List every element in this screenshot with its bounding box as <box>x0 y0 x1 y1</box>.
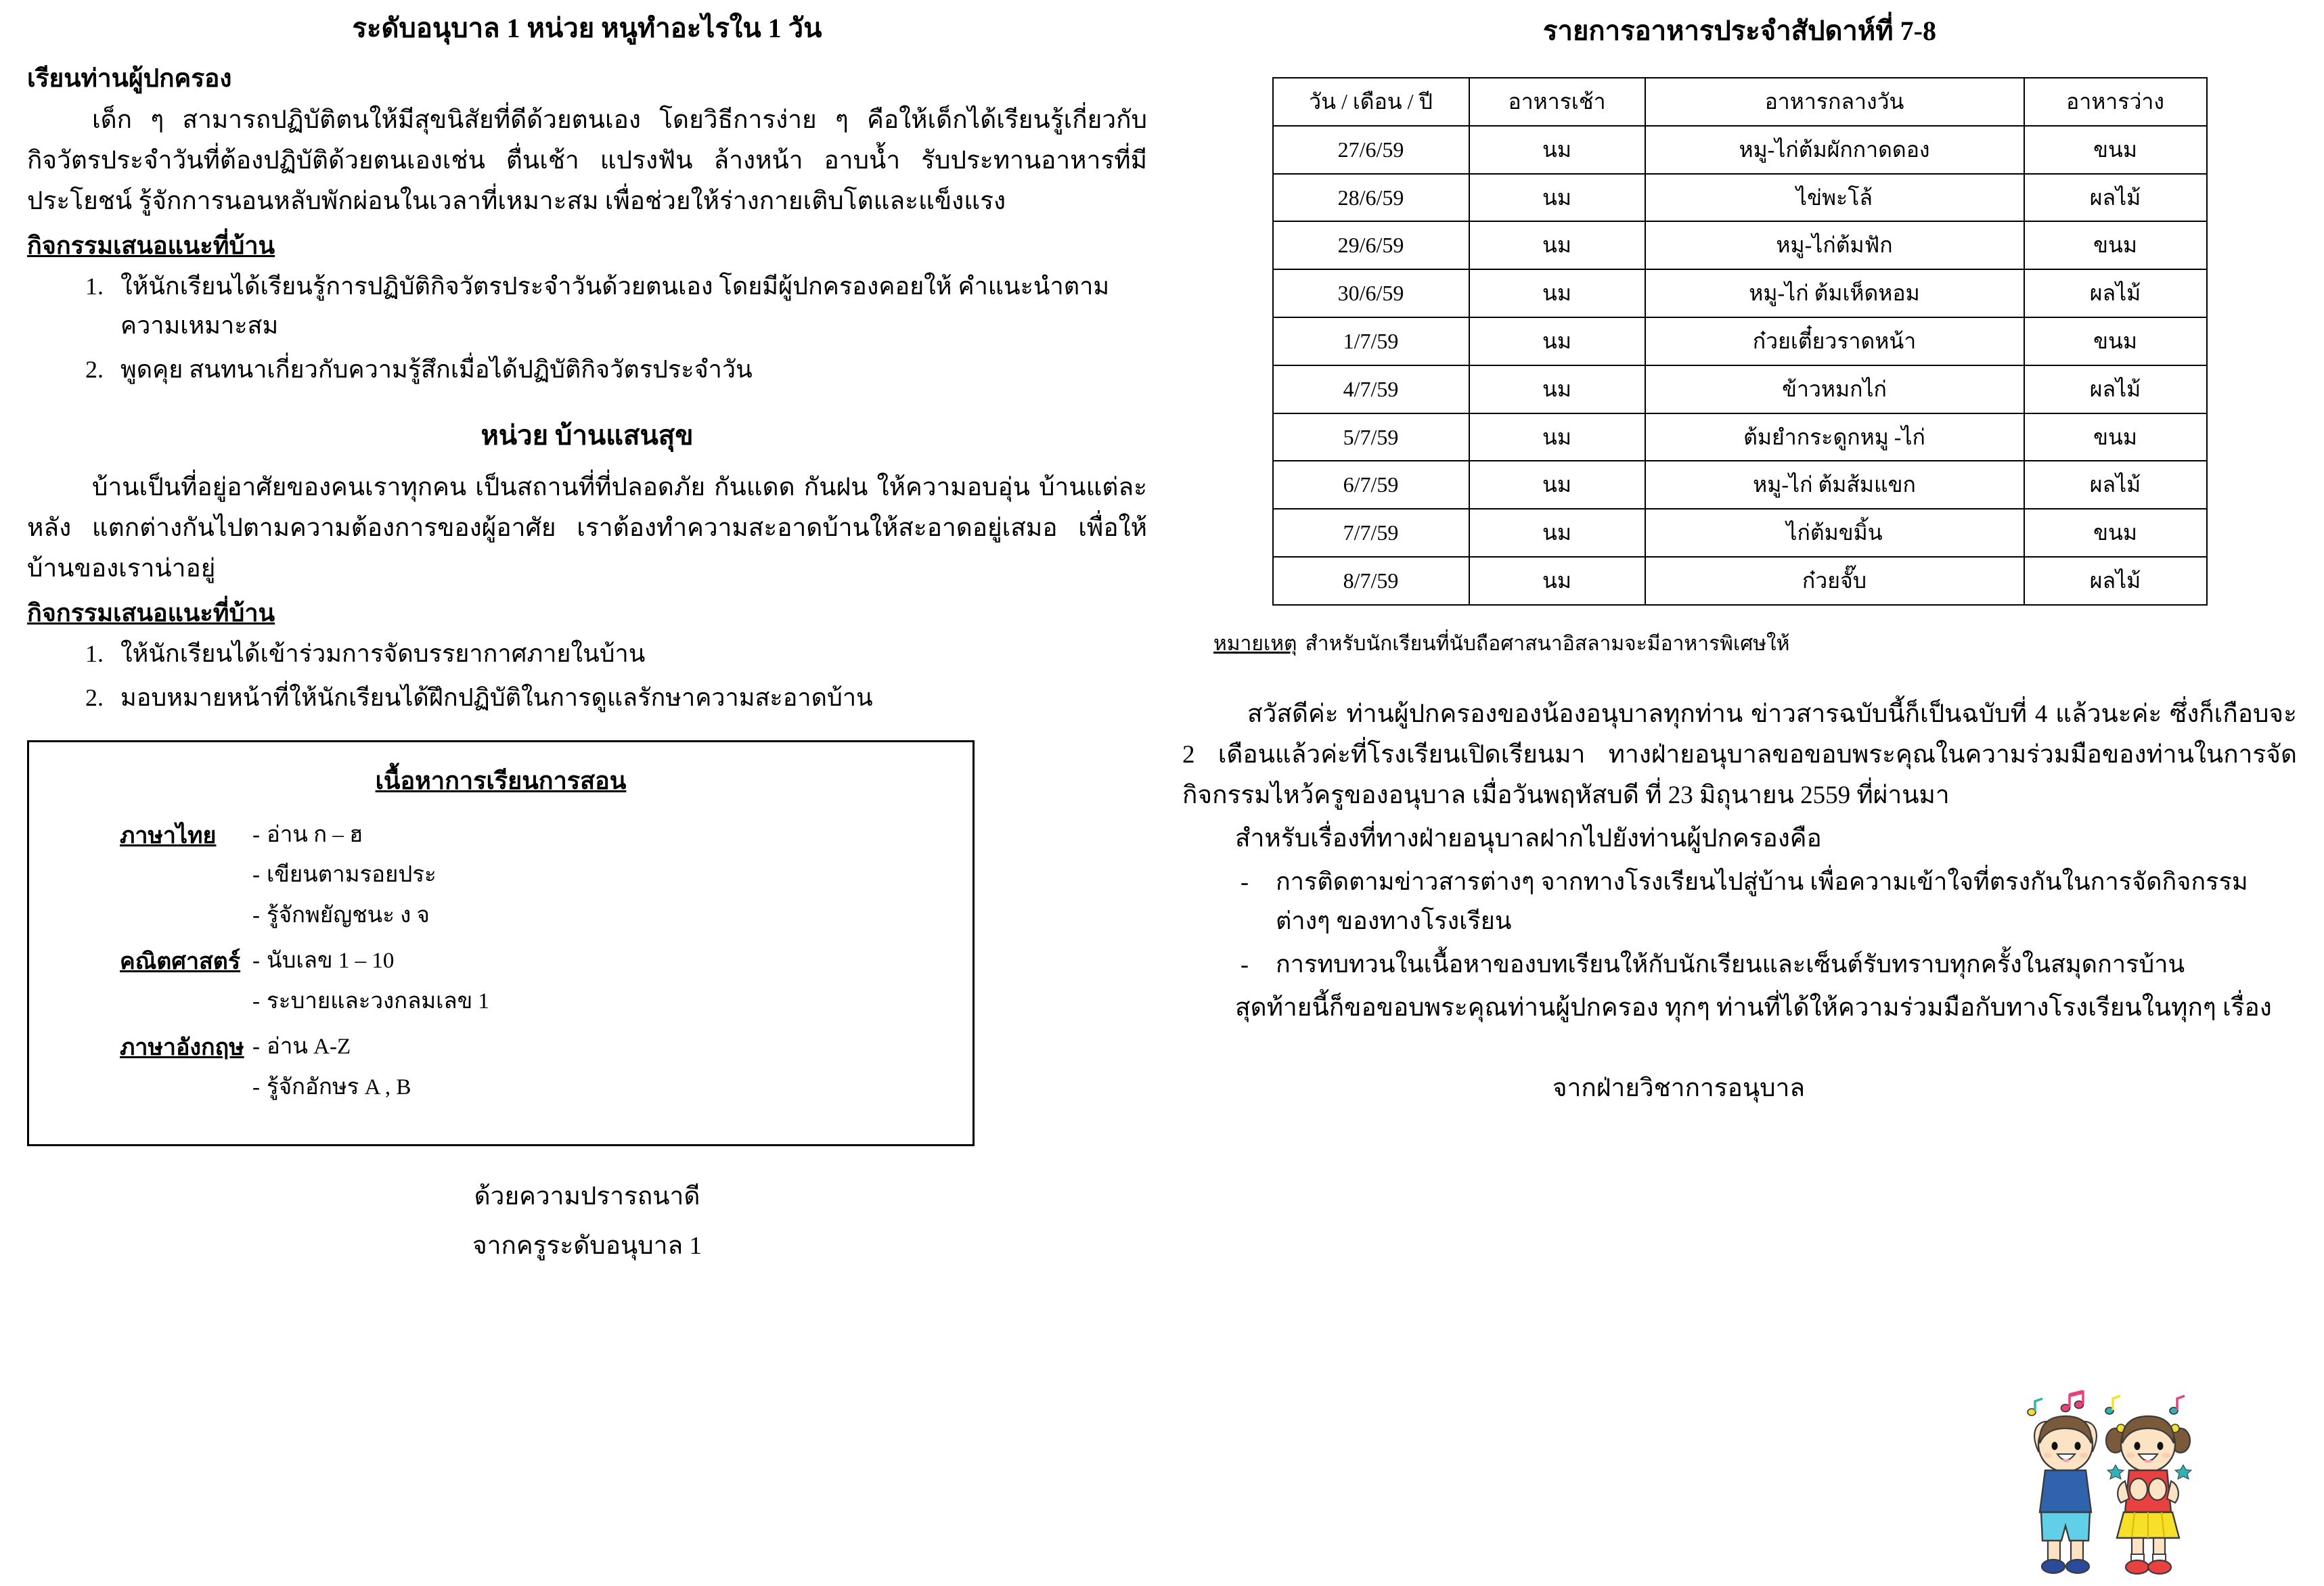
cell-lunch: ก๋วยเตี๋ยวราดหน้า <box>1645 317 2024 365</box>
activity-list-1 <box>27 267 1147 389</box>
dash-bullet-icon: - <box>252 1074 260 1100</box>
cell-date: 27/6/59 <box>1273 126 1469 174</box>
unit-paragraph: บ้านเป็นที่อยู่อาศัยของคนเราทุกคน เป็นสถานที่ที่ปลอดภัย กันแดด กันฝน ให้ความอบอุ่น บ้านแต่ละหลัง แตกต่างกันไปตามความต้องการของผู้อาศัย เราต้องทำความสะอาดบ้านให้สะอาดอยู่เสมอ เพื่อให้บ้านของเราน่าอยู่ <box>27 474 1147 583</box>
cell-snack: ผลไม้ <box>2024 174 2207 222</box>
request-bullet-list <box>1182 862 2297 984</box>
table-row <box>1273 365 2207 413</box>
cell-date: 4/7/59 <box>1273 365 1469 413</box>
list-text: ให้นักเรียนได้เรียนรู้การปฏิบัติกิจวัตรประจำวันด้วยตนเอง โดยมีผู้ปกครองคอยให้ คำแนะนำตามความเหมาะสม <box>120 273 1110 340</box>
cell-breakfast: นม <box>1469 557 1645 605</box>
dash-bullet-icon: - <box>252 822 260 847</box>
table-row <box>1273 413 2207 461</box>
list-text: พูดคุย สนทนาเกี่ยวกับความรู้สึกเมื่อได้ปฏิบัติกิจวัตรประจำวัน <box>120 355 753 383</box>
cell-snack: ผลไม้ <box>2024 269 2207 317</box>
subject-name: ภาษาไทย <box>120 823 217 848</box>
cell-date: 30/6/59 <box>1273 269 1469 317</box>
curriculum-item <box>252 1029 952 1065</box>
greeting-paragraph: สวัสดีค่ะ ท่านผู้ปกครองของน้องอนุบาลทุกท่าน ข่าวสารฉบับนี้ก็เป็นฉบับที่ 4 แล้วนะค่ะ ซึ่งก็เกือบจะ 2 เดือนแล้วค่ะที่โรงเรียนเปิดเรียนมา ทางฝ่ายอนุบาลขอขอบพระคุณในความร่วมมือของท่านในการจัดกิจกรรมไหว้ครูของอนุบาล เมื่อวันพฤหัสบดี ที่ 23 มิถุนายน 2559 ที่ผ่านมา <box>1182 700 2297 809</box>
boy-figure <box>2034 1416 2097 1573</box>
cell-lunch: ข้าวหมกไก่ <box>1645 365 2024 413</box>
activity-heading-2: กิจกรรมเสนอแนะที่บ้าน <box>27 599 275 627</box>
list-item <box>85 350 1147 389</box>
intro-paragraph: เด็ก ๆ สามารถปฏิบัติตนให้มีสุขนิสัยที่ดีด้วยตนเอง โดยวิธีการง่าย ๆ คือให้เด็กได้เรียนรู้เกี่ยวกับกิจวัตรประจำวันที่ต้องปฏิบัติด้วยตนเองเช่น ตื่นเช้า แปรงฟัน ล้างหน้า อาบน้ำ รับประทานอาหารที่มีประโยชน์ รู้จักการนอนหลับพักผ่อนในเวลาที่เหมาะสม เพื่อช่วยให้ร่างกายเติบโตและแข็งแรง <box>27 106 1147 215</box>
table-row <box>1273 317 2207 365</box>
right-body <box>1182 694 2297 1108</box>
cell-date: 29/6/59 <box>1273 221 1469 269</box>
subject-row-english <box>49 1029 952 1110</box>
activity-heading-2-wrap <box>27 592 1147 633</box>
column-header-breakfast: อาหารเช้า <box>1469 78 1645 126</box>
list-text: ให้นักเรียนได้เข้าร่วมการจัดบรรยากาศภายในบ้าน <box>120 640 646 668</box>
salutation: เรียนท่านผู้ปกครอง <box>27 65 232 93</box>
column-header-lunch: อาหารกลางวัน <box>1645 78 2024 126</box>
curriculum-item-text: นับเลข 1 – 10 <box>267 949 395 974</box>
table-header-row <box>1273 78 2207 126</box>
cell-date: 5/7/59 <box>1273 413 1469 461</box>
column-header-date: วัน / เดือน / ปี <box>1273 78 1469 126</box>
dash-bullet-icon: - <box>252 1035 260 1060</box>
activity-heading-1-wrap <box>27 225 1147 265</box>
cell-lunch: หมู-ไก่ ต้มส้มแขก <box>1645 461 2024 509</box>
curriculum-item <box>252 817 952 853</box>
cell-breakfast: นม <box>1469 174 1645 222</box>
left-page-title: ระดับอนุบาล 1 หน่วย หนูทำอะไรใน 1 วัน <box>352 13 822 43</box>
list-item <box>85 634 1147 673</box>
list-marker: 1. <box>85 273 104 300</box>
left-closing <box>27 1175 1147 1269</box>
dash-bullet-icon: - <box>252 863 260 888</box>
activity-list-2 <box>27 634 1147 717</box>
curriculum-item-text: เขียนตามรอยประ <box>267 863 437 888</box>
cell-snack: ขนม <box>2024 317 2207 365</box>
curriculum-item-text: อ่าน ก – ฮ <box>267 822 363 847</box>
unit-title: หน่วย บ้านแสนสุข <box>481 420 694 451</box>
cell-lunch: หมู-ไก่ต้มผักกาดดอง <box>1645 126 2024 174</box>
cell-snack: ผลไม้ <box>2024 461 2207 509</box>
curriculum-item <box>252 943 952 979</box>
dash-bullet-icon: - <box>252 949 260 974</box>
cell-breakfast: นม <box>1469 126 1645 174</box>
dash-bullet-icon: - <box>252 989 260 1014</box>
list-item <box>85 678 1147 717</box>
curriculum-item <box>252 984 952 1020</box>
list-item <box>1241 945 2297 984</box>
cell-date: 8/7/59 <box>1273 557 1469 605</box>
table-row <box>1273 509 2207 557</box>
cell-breakfast: นม <box>1469 509 1645 557</box>
cell-lunch: ไข่พะโล้ <box>1645 174 2024 222</box>
subject-items <box>252 817 952 938</box>
cell-snack: ขนม <box>2024 126 2207 174</box>
dash-bullet-icon: - <box>1241 867 1249 895</box>
table-row <box>1273 174 2207 222</box>
subject-items <box>252 1029 952 1110</box>
note-text: สำหรับนักเรียนที่นับถือศาสนาอิสลามจะมีอาหารพิเศษให้ <box>1305 632 1790 655</box>
right-signature: จากฝ่ายวิชาการอนุบาล <box>1552 1074 1806 1103</box>
table-row <box>1273 126 2207 174</box>
menu-title: รายการอาหารประจำสัปดาห์ที่ 7-8 <box>1543 16 1936 46</box>
curriculum-item-text: รู้จักพยัญชนะ ง จ <box>267 903 430 928</box>
children-svg <box>2013 1386 2216 1583</box>
curriculum-item-text: อ่าน A-Z <box>267 1035 351 1060</box>
cell-snack: ขนม <box>2024 221 2207 269</box>
cell-breakfast: นม <box>1469 317 1645 365</box>
cell-snack: ผลไม้ <box>2024 365 2207 413</box>
left-column <box>20 12 1162 1583</box>
subject-name: คณิตศาสตร์ <box>120 949 241 975</box>
cell-date: 28/6/59 <box>1273 174 1469 222</box>
cell-lunch: หมู-ไก่ต้มฟัก <box>1645 221 2024 269</box>
list-marker: 2. <box>85 683 104 711</box>
closing-line-2: จากครูระดับอนุบาล 1 <box>472 1231 702 1260</box>
cell-breakfast: นม <box>1469 365 1645 413</box>
cell-date: 6/7/59 <box>1273 461 1469 509</box>
list-text: มอบหมายหน้าที่ให้นักเรียนได้ฝึกปฏิบัติในการดูแลรักษาความสะอาดบ้าน <box>120 683 873 711</box>
curriculum-item-text: รู้จักอักษร A , B <box>267 1074 411 1100</box>
cell-breakfast: นม <box>1469 221 1645 269</box>
subject-name: ภาษาอังกฤษ <box>120 1035 244 1061</box>
curriculum-item <box>252 857 952 893</box>
list-text: การติดตามข่าวสารต่างๆ จากทางโรงเรียนไปสู่บ้าน เพื่อความเข้าใจที่ตรงกันในการจัดกิจกรรมต่างๆ ของทางโรงเรียน <box>1276 867 2248 934</box>
cell-breakfast: นม <box>1469 461 1645 509</box>
dash-bullet-icon: - <box>252 903 260 928</box>
note-label: หมายเหตุ <box>1213 632 1297 655</box>
list-text: การทบทวนในเนื้อหาของบทเรียนให้กับนักเรียนและเซ็นต์รับทราบทุกครั้งในสมุดการบ้าน <box>1276 951 2185 978</box>
cell-lunch: หมู-ไก่ ต้มเห็ดหอม <box>1645 269 2024 317</box>
table-row <box>1273 461 2207 509</box>
cell-snack: ขนม <box>2024 413 2207 461</box>
cell-lunch: ต้มยำกระดูกหมู -ไก่ <box>1645 413 2024 461</box>
column-header-snack: อาหารว่าง <box>2024 78 2207 126</box>
cell-snack: ผลไม้ <box>2024 557 2207 605</box>
girl-figure <box>2106 1416 2191 1574</box>
curriculum-content-box <box>27 740 975 1146</box>
list-item <box>1241 862 2297 941</box>
curriculum-item <box>252 898 952 934</box>
list-marker: 2. <box>85 355 104 383</box>
cell-date: 1/7/59 <box>1273 317 1469 365</box>
dash-bullet-icon: - <box>1241 951 1249 978</box>
table-row <box>1273 269 2207 317</box>
table-row <box>1273 557 2207 605</box>
curriculum-item <box>252 1070 952 1106</box>
cell-breakfast: นม <box>1469 413 1645 461</box>
weekly-menu-table <box>1272 77 2208 606</box>
music-notes-icon <box>2028 1392 2185 1415</box>
curriculum-box-title: เนื้อหาการเรียนการสอน <box>375 767 627 794</box>
subject-row-thai <box>49 817 952 938</box>
subject-row-math <box>49 943 952 1024</box>
curriculum-item-text: ระบายและวงกลมเลข 1 <box>267 989 489 1014</box>
closing-line-1: ด้วยความปรารถนาดี <box>474 1182 700 1210</box>
cell-lunch: ก๋วยจั๊บ <box>1645 557 2024 605</box>
cell-date: 7/7/59 <box>1273 509 1469 557</box>
right-column <box>1162 12 2304 1583</box>
final-paragraph: สุดท้ายนี้ก็ขอขอบพระคุณท่านผู้ปกครอง ทุกๆ ท่านที่ได้ให้ความร่วมมือกับทางโรงเรียนในทุกๆ เรื่อง <box>1235 994 2272 1022</box>
cell-breakfast: นม <box>1469 269 1645 317</box>
lead-in-paragraph: สำหรับเรื่องที่ทางฝ่ายอนุบาลฝากไปยังท่านผู้ปกครองคือ <box>1235 824 1822 853</box>
list-item <box>85 267 1147 346</box>
table-row <box>1273 221 2207 269</box>
subject-items <box>252 943 952 1024</box>
list-marker: 1. <box>85 640 104 668</box>
cell-snack: ขนม <box>2024 509 2207 557</box>
activity-heading-1: กิจกรรมเสนอแนะที่บ้าน <box>27 231 275 259</box>
menu-note <box>1213 629 2297 659</box>
cell-lunch: ไก่ต้มขมิ้น <box>1645 509 2024 557</box>
two-children-clapping-illustration <box>2013 1386 2216 1583</box>
